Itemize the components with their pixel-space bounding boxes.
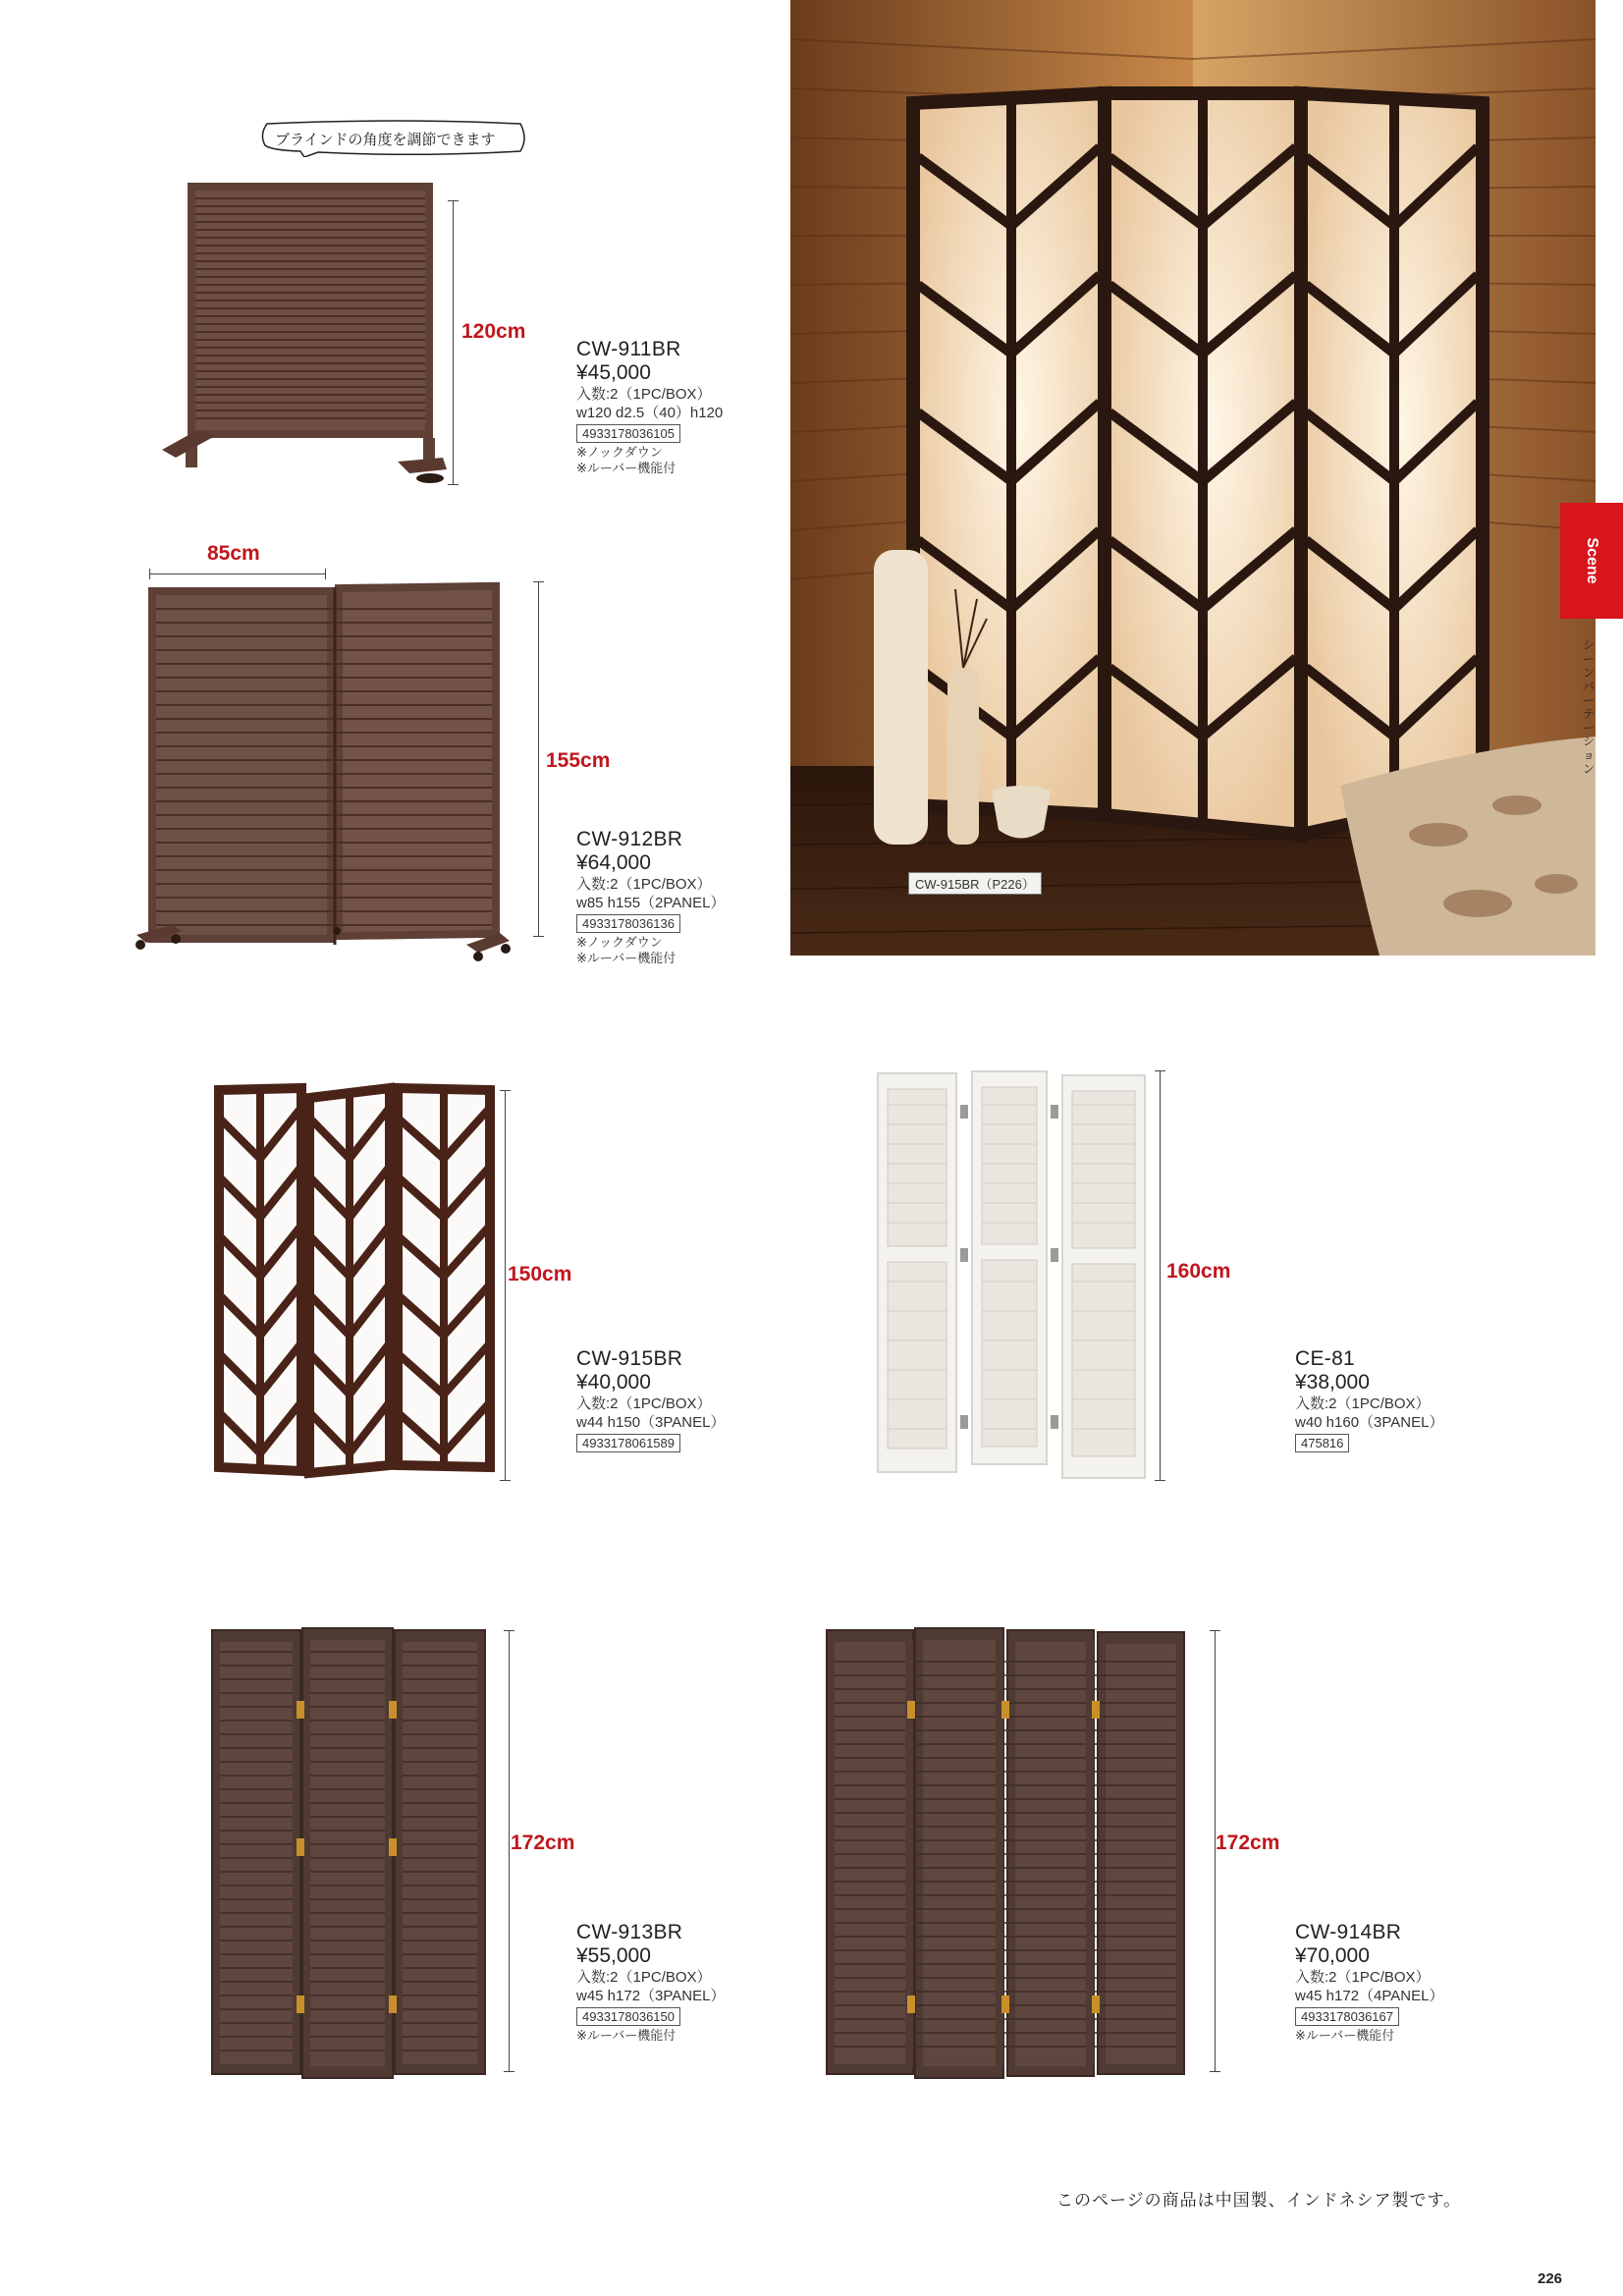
product-image-ce81 [864, 1066, 1159, 1488]
quantity: 入数:2（1PC/BOX） [576, 1969, 712, 1986]
barcode-number: 4933178061589 [576, 1434, 680, 1452]
quantity: 入数:2（1PC/BOX） [1295, 1969, 1431, 1986]
dimension-height-cw911: 120cm [461, 320, 526, 343]
size: w44 h150（3PANEL） [576, 1414, 726, 1431]
note: ※ルーバー機能付 [576, 2028, 676, 2043]
dimension-line-ce81 [1160, 1070, 1161, 1481]
product-info-cw913 [576, 1921, 832, 2044]
scene-photo [790, 0, 1596, 956]
product-image-cw911 [152, 177, 457, 501]
price: ¥45,000 [576, 361, 651, 384]
photo-caption: CW-915BR（P226） [908, 872, 1042, 895]
product-info-cw915 [576, 1347, 832, 1454]
dimension-line-height-cw912 [538, 581, 539, 937]
dimension-height-ce81: 160cm [1166, 1260, 1231, 1283]
product-image-cw914 [821, 1622, 1209, 2084]
quantity: 入数:2（1PC/BOX） [576, 386, 712, 403]
dimension-line-cw913 [509, 1630, 510, 2072]
footer-origin-note: このページの商品は中国製、インドネシア製です。 [1056, 2191, 1462, 2210]
note: ※ノックダウン [576, 445, 663, 460]
barcode-number: 4933178036105 [576, 424, 680, 443]
barcode-number: 4933178036167 [1295, 2007, 1399, 2026]
barcode-number: 4933178036150 [576, 2007, 680, 2026]
price: ¥38,000 [1295, 1371, 1370, 1394]
quantity: 入数:2（1PC/BOX） [1295, 1395, 1431, 1412]
note: ※ルーバー機能付 [576, 951, 676, 965]
price: ¥70,000 [1295, 1944, 1370, 1967]
product-image-cw913 [206, 1622, 511, 2084]
model-name: CW-912BR [576, 828, 683, 850]
size: w85 h155（2PANEL） [576, 895, 726, 911]
model-name: CW-913BR [576, 1921, 683, 1943]
model-name: CW-911BR [576, 338, 681, 360]
note: ※ノックダウン [576, 935, 663, 950]
product-image-cw912 [133, 579, 520, 982]
dimension-width-cw912: 85cm [207, 542, 260, 565]
section-tab-label: Scene [1584, 537, 1600, 584]
model-name: CE-81 [1295, 1347, 1356, 1370]
model-name: CW-915BR [576, 1347, 683, 1370]
page-number: 226 [1538, 2270, 1563, 2287]
barcode-number: 4933178036136 [576, 914, 680, 933]
dimension-line-cw915 [505, 1090, 506, 1481]
product-info-ce81 [1295, 1347, 1550, 1454]
price: ¥55,000 [576, 1944, 651, 1967]
barcode-number: 475816 [1295, 1434, 1349, 1452]
dimension-height-cw913: 172cm [511, 1831, 575, 1854]
dimension-line-cw911 [453, 200, 454, 485]
size: w45 h172（4PANEL） [1295, 1988, 1444, 2004]
dimension-height-cw912: 155cm [546, 749, 611, 772]
quantity: 入数:2（1PC/BOX） [576, 876, 712, 893]
section-vertical-label: シーン パーテーション [1582, 638, 1595, 776]
price: ¥40,000 [576, 1371, 651, 1394]
product-image-cw915 [211, 1080, 506, 1483]
note: ※ルーバー機能付 [576, 461, 676, 475]
dimension-height-cw915: 150cm [508, 1263, 572, 1285]
size: w40 h160（3PANEL） [1295, 1414, 1444, 1431]
dimension-height-cw914: 172cm [1216, 1831, 1280, 1854]
note: ※ルーバー機能付 [1295, 2028, 1395, 2043]
product-info-cw914 [1295, 1921, 1550, 2044]
size: w120 d2.5（40）h120 [576, 405, 724, 421]
price: ¥64,000 [576, 851, 651, 874]
model-name: CW-914BR [1295, 1921, 1402, 1943]
quantity: 入数:2（1PC/BOX） [576, 1395, 712, 1412]
size: w45 h172（3PANEL） [576, 1988, 726, 2004]
bubble-text: ブラインドの角度を調節できます [275, 132, 496, 148]
